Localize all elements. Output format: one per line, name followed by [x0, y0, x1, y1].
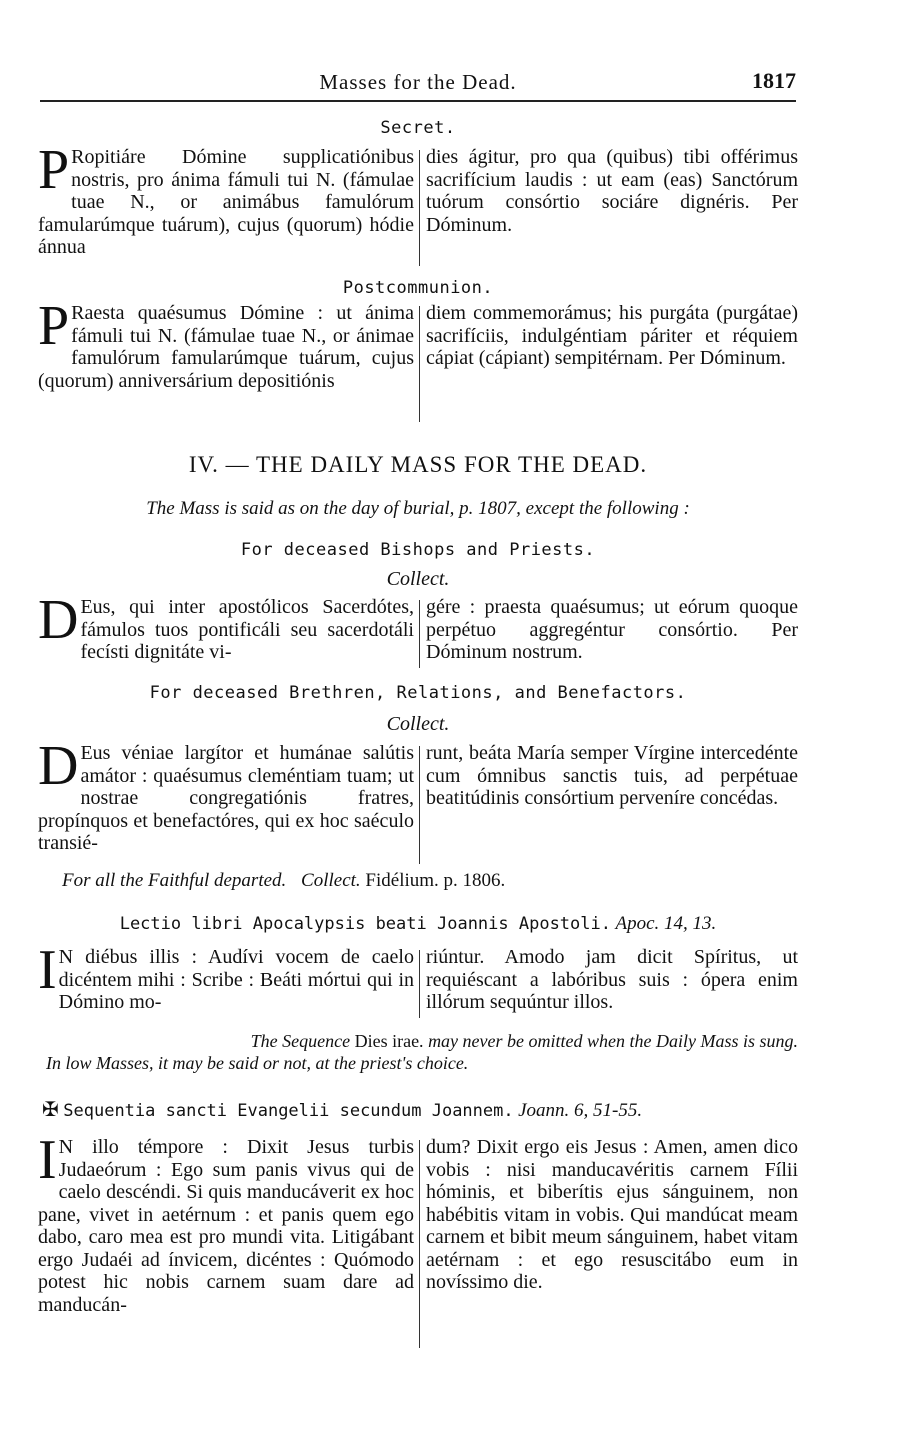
header-title: Masses for the Dead.: [319, 70, 517, 94]
section-iv-heading: IV. — THE DAILY MASS FOR THE DEAD.: [188, 452, 648, 477]
postcommunion-prayer: [38, 295, 798, 424]
gospel-reading: [38, 1129, 798, 1346]
postcommunion-left-text: Raesta quaésumus Dómine : ut ánima fámuli tui N. (fámulae tuae N., or ánimae famulórum famularúmque tuárum, cujus (quorum) anniversárium depositiónis: [38, 302, 414, 392]
secret-prayer: [38, 139, 798, 268]
lectio-reading: [38, 939, 798, 1018]
section-iv-rubric: The Mass is said as on the day of burial, p. 1807, except the following :: [146, 498, 690, 519]
running-header: [40, 68, 796, 102]
drop-capital: I: [38, 1129, 57, 1191]
postcommunion-left-column: [38, 295, 414, 392]
drop-capital: P: [38, 295, 70, 357]
bishops-right-column: gére : praesta quaésumus; ut eórum quoque perpétuo aggregéntur consórtio. Per Dóminum nostrum.: [426, 596, 798, 663]
gospel-right-column: dum? Dixit ergo eis Jesus : Amen, amen dico vobis : nisi manducavéritis carnem Fílii hóminis, et biberítis ejus sánguinem, non habébitis vitam in vobis. Qui mandúcat meam carnem et bibit meum sánguinem, habet vitam aetérnam : et ego resuscitábo eum in novíssimo die.: [426, 1136, 798, 1293]
sequence-note-part1: The Sequence: [250, 1031, 351, 1051]
secret-left-text: Ropitiáre Dómine supplicatiónibus nostris, pro ánima fámuli tui N. (fámulae tuae N., or animábus famulórum famularúmque tuárum), cujus (quorum) hódie ánnua: [38, 146, 414, 258]
faithful-note-rest: Fidélium. p. 1806.: [365, 870, 506, 891]
gospel-left-text: N illo témpore : Dixit Jesus turbis Judaeórum : Ego sum panis vivus qui de caelo descéndi. Si quis manducáverit ex hoc pane, vivet in aetérnum : et panis quem ego dabo, caro mea est pro mundi vita. Litigábant ergo Judaéi ad ínvicem, dicéntes : Quómodo potest hic nobis carnem suam dare ad manducán-: [38, 1136, 414, 1316]
gospel-heading: Sequentia sancti Evangelii secundum Joannem.: [63, 1101, 514, 1121]
postcommunion-right-column: diem commemorámus; his purgáta (purgátae) sacrifíciis, indulgéntiam páriter et réquiem cápiat (cápiant) sempitérnam. Per Dóminum.: [426, 302, 798, 369]
sequence-note-part2: may never be omitted when the Daily Mass is sung.: [428, 1031, 798, 1051]
brethren-collect-heading: Collect.: [386, 713, 450, 735]
brethren-left-column: [38, 735, 414, 855]
drop-capital: D: [38, 735, 79, 797]
cross-icon: ✠: [42, 1099, 59, 1121]
column-divider: [419, 600, 420, 668]
faithful-note-italic: For all the Faithful departed.: [62, 870, 287, 891]
secret-left-column: [38, 139, 414, 259]
lectio-right-column: riúntur. Amodo jam dicit Spíritus, ut requiéscant a labóribus suis : ópera enim illórum sequúntur illos.: [426, 946, 798, 1013]
postcommunion-heading: Postcommunion.: [342, 278, 494, 298]
bishops-left-text: Eus, qui inter apostólicos Sacerdótes, fámulos tuos pontificáli seu sacerdotáli fecísti dignitáte vi-: [80, 596, 414, 663]
column-divider: [419, 950, 420, 1018]
bishops-left-column: [38, 589, 414, 664]
page-number: 1817: [752, 68, 796, 93]
bishops-heading: For deceased Bishops and Priests.: [240, 540, 596, 560]
sequence-note-line2: In low Masses, it may be said or not, at the priest's choice.: [46, 1053, 469, 1073]
lectio-left-text: N diébus illis : Audívi vocem de caelo dicéntem mihi : Scribe : Beáti mórtui qui in Dómino mo-: [58, 946, 414, 1013]
lectio-heading-line: [40, 913, 796, 935]
gospel-left-column: [38, 1129, 414, 1316]
bishops-collect-heading: Collect.: [386, 568, 450, 590]
secret-heading: Secret.: [380, 118, 456, 138]
brethren-collect: [38, 735, 798, 864]
lectio-reference: Apoc. 14, 13.: [615, 913, 717, 934]
column-divider: [419, 306, 420, 422]
drop-capital: I: [38, 939, 57, 1001]
drop-capital: D: [38, 589, 79, 651]
lectio-heading: Lectio libri Apocalypsis beati Joannis Apostoli.: [119, 914, 611, 934]
secret-right-column: dies ágitur, pro qua (quibus) tibi offérimus sacrifícium laudis : ut eam (eas) Sanctórum tuórum consórtio sociáre dignéris. Per Dóminum.: [426, 146, 798, 236]
sequence-note: [46, 1030, 798, 1074]
brethren-right-column: runt, beáta María semper Vírgine intercedénte cum ómnibus sanctis tuis, ad perpétuae beatitúdinis consórtium perveníre concédas.: [426, 742, 798, 809]
column-divider: [419, 1140, 420, 1348]
sequence-note-dies: Dies irae.: [354, 1031, 424, 1051]
column-divider: [419, 746, 420, 864]
lectio-left-column: [38, 939, 414, 1014]
brethren-heading: For deceased Brethren, Relations, and Benefactors.: [149, 683, 687, 703]
faithful-note-collect: Collect.: [301, 870, 361, 891]
column-divider: [419, 150, 420, 266]
brethren-left-text: Eus véniae largítor et humánae salútis amátor : quaésumus cleméntiam tuam; ut nostrae congregatiónis fratres, propínquos et benefactóres, qui ex hoc saéculo transié-: [38, 742, 414, 854]
gospel-heading-line: [42, 1097, 798, 1122]
faithful-note: [62, 870, 505, 892]
drop-capital: P: [38, 139, 70, 201]
gospel-reference: Joann. 6, 51-55.: [518, 1100, 643, 1121]
bishops-collect: [38, 589, 798, 668]
